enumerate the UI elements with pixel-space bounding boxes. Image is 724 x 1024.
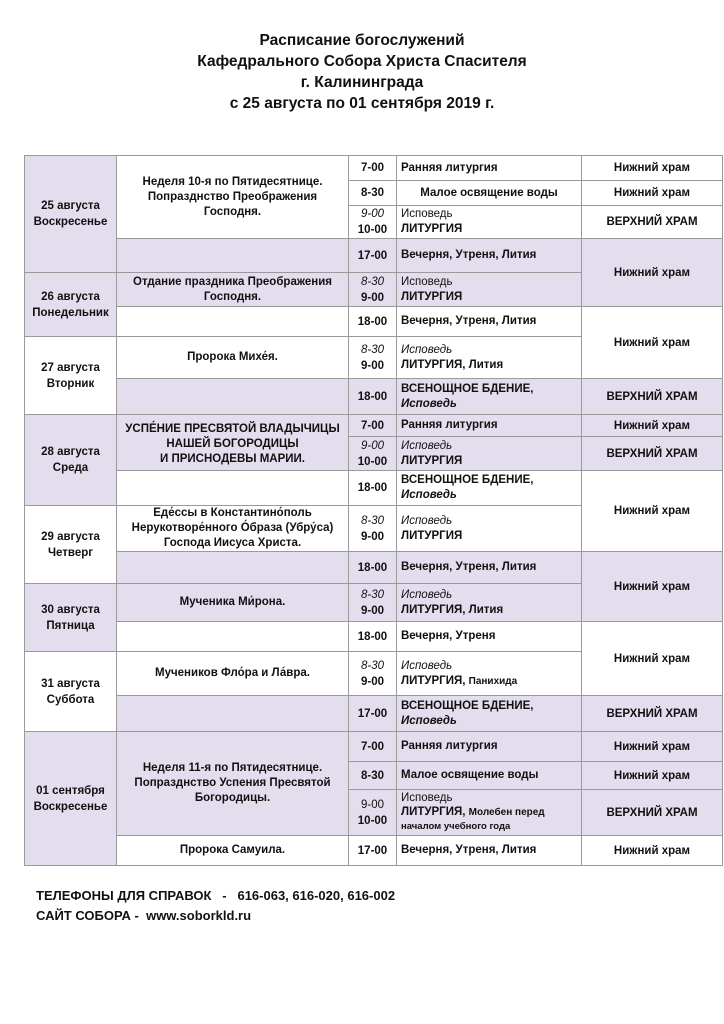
service-cell: Исповедь ЛИТУРГИЯ [397,506,582,552]
time-cell: 7-00 [349,732,397,762]
time-cell: 8-30 9-00 [349,652,397,696]
table-row [25,415,723,437]
header-title: Расписание богослужений [259,32,465,49]
feast-cell [117,471,349,506]
time-cell: 8-30 9-00 [349,337,397,379]
time-cell: 7-00 [349,156,397,181]
table-row [25,379,723,415]
location-cell: Нижний храм [582,762,723,790]
feast-cell [117,696,349,732]
day-cell: 28 августа Среда [25,415,117,506]
service-cell: ВСЕНОЩНОЕ БДЕНИЕ, Исповедь [397,696,582,732]
day-cell: 25 августа Воскресенье [25,156,117,273]
service-cell: Исповедь ЛИТУРГИЯ [397,437,582,471]
location-cell: Нижний храм [582,836,723,866]
feast-cell: УСПЕ́НИЕ ПРЕСВЯТОЙ ВЛАДЫЧИЦЫ НАШЕЙ БОГОРОДИЦЫ И ПРИСНОДЕВЫ МАРИИ. [117,415,349,471]
table-row [25,239,723,273]
service-cell: Вечерня, Утреня [397,622,582,652]
location-cell: ВЕРХНИЙ ХРАМ [582,790,723,836]
table-row [25,622,723,652]
service-cell: Исповедь ЛИТУРГИЯ, Панихида [397,652,582,696]
service-cell: Ранняя литургия [397,732,582,762]
contacts-footer [36,886,395,926]
time-cell: 18-00 [349,552,397,584]
table-row [25,552,723,584]
service-cell: Вечерня, Утреня, Лития [397,307,582,337]
feast-cell: Еде́ссы в Константино́поль Нерукотворе́нного О́браза (Убру́са) Господа Иисуса Христа. [117,506,349,552]
location-cell: Нижний храм [582,732,723,762]
service-cell: Вечерня, Утреня, Лития [397,836,582,866]
location-cell: Нижний храм [582,622,723,696]
feast-cell: Мученика Ми́рона. [117,584,349,622]
site-link[interactable]: www.soborkld.ru [146,908,252,923]
time-cell: 8-30 [349,181,397,206]
time-cell: 18-00 [349,379,397,415]
header-city: г. Калининграда [300,74,424,91]
time-cell: 17-00 [349,696,397,732]
location-cell: ВЕРХНИЙ ХРАМ [582,437,723,471]
header-cathedral: Кафедрального Собора Христа Спасителя [197,53,527,70]
service-cell: ВСЕНОЩНОЕ БДЕНИЕ, Исповедь [397,379,582,415]
feast-cell: Пророка Михе́я. [117,337,349,379]
service-cell: Вечерня, Утреня, Лития [397,239,582,273]
time-cell: 9-00 10-00 [349,790,397,836]
feast-cell: Неделя 10-я по Пятидесятнице. Попразднство Преображения Господня. [117,156,349,239]
day-cell: 01 сентября Воскресенье [25,732,117,866]
location-cell: Нижний храм [582,415,723,437]
table-row [25,307,723,337]
service-cell: Вечерня, Утреня, Лития [397,552,582,584]
service-cell: Исповедь ЛИТУРГИЯ [397,206,582,239]
feast-cell: Отдание праздника Преображения Господня. [117,273,349,307]
time-cell: 8-30 9-00 [349,506,397,552]
table-row [25,732,723,762]
service-cell: ВСЕНОЩНОЕ БДЕНИЕ, Исповедь [397,471,582,506]
time-cell: 18-00 [349,307,397,337]
feast-cell: Неделя 11-я по Пятидесятнице. Попразднство Успения Пресвятой Богородицы. [117,732,349,836]
location-cell: Нижний храм [582,307,723,379]
day-cell: 27 августа Вторник [25,337,117,415]
service-cell: Исповедь ЛИТУРГИЯ, Молебен перед началом учебного года [397,790,582,836]
schedule-table [24,155,723,866]
service-cell: Ранняя литургия [397,415,582,437]
service-cell: Исповедь ЛИТУРГИЯ, Лития [397,337,582,379]
day-cell: 31 августа Суббота [25,652,117,732]
feast-cell [117,239,349,273]
feast-cell [117,552,349,584]
time-cell: 8-30 9-00 [349,273,397,307]
time-cell: 7-00 [349,415,397,437]
time-cell: 17-00 [349,239,397,273]
location-cell: ВЕРХНИЙ ХРАМ [582,696,723,732]
feast-cell [117,307,349,337]
location-cell: ВЕРХНИЙ ХРАМ [582,379,723,415]
location-cell: ВЕРХНИЙ ХРАМ [582,206,723,239]
day-cell: 30 августа Пятница [25,584,117,652]
feast-cell: Мучеников Фло́ра и Ла́вра. [117,652,349,696]
service-cell: Малое освящение воды [397,762,582,790]
location-cell: Нижний храм [582,239,723,307]
table-row [25,836,723,866]
time-cell: 18-00 [349,622,397,652]
feast-cell: Пророка Самуила. [117,836,349,866]
header-date-range: с 25 августа по 01 сентября 2019 г. [229,95,495,112]
feast-cell [117,622,349,652]
time-cell: 8-30 [349,762,397,790]
phones-line: ТЕЛЕФОНЫ ДЛЯ СПРАВОК - 616-063, 616-020, 616-002 [36,888,396,903]
time-cell: 9-00 10-00 [349,206,397,239]
time-cell: 9-00 10-00 [349,437,397,471]
site-line: САЙТ СОБОРА - www.soborkld.ru [36,908,252,923]
time-cell: 17-00 [349,836,397,866]
service-cell: Ранняя литургия [397,156,582,181]
time-cell: 8-30 9-00 [349,584,397,622]
location-cell: Нижний храм [582,552,723,622]
service-cell: Малое освящение воды [397,181,582,206]
day-cell: 29 августа Четверг [25,506,117,584]
day-cell: 26 августа Понедельник [25,273,117,337]
service-cell: Исповедь ЛИТУРГИЯ [397,273,582,307]
schedule-header [0,30,724,114]
table-row [25,696,723,732]
location-cell: Нижний храм [582,471,723,552]
location-cell: Нижний храм [582,156,723,181]
table-row [25,471,723,506]
feast-cell [117,379,349,415]
location-cell: Нижний храм [582,181,723,206]
phone-numbers: 616-063, 616-020, 616-002 [237,888,396,903]
time-cell: 18-00 [349,471,397,506]
table-row [25,156,723,181]
service-cell: Исповедь ЛИТУРГИЯ, Лития [397,584,582,622]
